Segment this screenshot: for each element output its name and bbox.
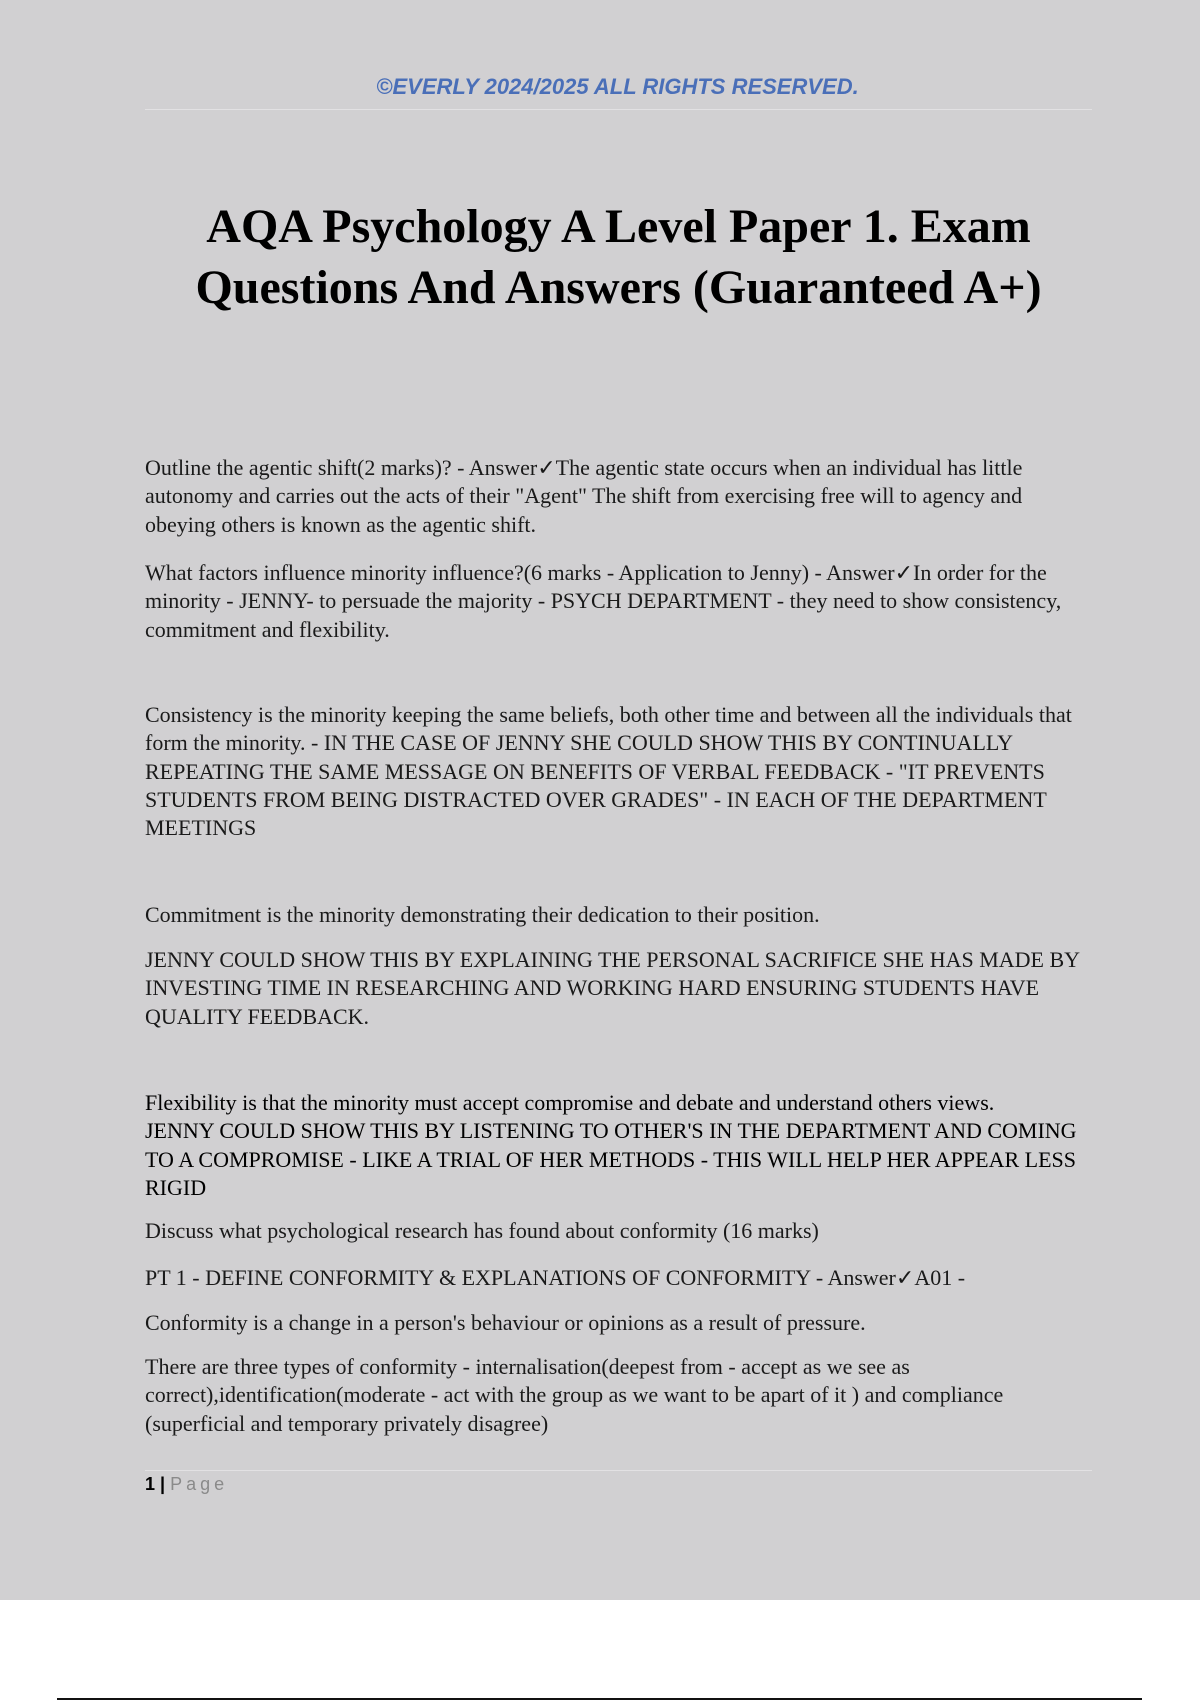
paragraph-conformity-types: There are three types of conformity - internalisation(deepest from - accept as we see as correct),identification(moderate - act with the group as we want to be apart of it ) and compliance (superficial and temporary privately disagree) xyxy=(145,1354,1004,1436)
paragraph-commitment-application: JENNY COULD SHOW THIS BY EXPLAINING THE PERSONAL SACRIFICE SHE HAS MADE BY INVESTING TIME IN RESEARCHING AND WORKING HARD ENSURING STUDENTS HAVE QUALITY FEEDBACK. xyxy=(145,947,1080,1029)
page-separator: | xyxy=(160,1474,166,1494)
header-divider xyxy=(145,109,1092,110)
consistency-application: - IN THE CASE OF JENNY SHE COULD SHOW THIS BY CONTINUALLY REPEATING THE SAME MESSAGE ON BENEFITS OF VERBAL FEEDBACK - "IT PREVENTS STUDENTS FROM BEING DISTRACTED OVER GRADES" - IN EACH OF THE DEPARTMENT MEETINGS xyxy=(145,730,1047,841)
page-number: 1 xyxy=(145,1474,156,1494)
paragraph-conformity-definition: Conformity is a change in a person's behaviour or opinions as a result of pressure. xyxy=(145,1310,866,1335)
consistency-definition: Consistency is the minority keeping the same beliefs, both other time and between all the individuals that form the minority. xyxy=(145,702,1072,756)
paragraph-consistency xyxy=(145,701,1095,842)
title-line-2: Questions And Answers (Guaranteed A+) xyxy=(195,261,1042,314)
paragraph-conformity-question: Discuss what psychological research has found about conformity (16 marks) xyxy=(145,1218,819,1243)
paragraph-flexibility xyxy=(145,1089,1095,1202)
paragraph-agentic-shift: Outline the agentic shift(2 marks)? - Answer✓The agentic state occurs when an individual has little autonomy and carries out the acts of their "Agent" The shift from exercising free will to agency and obeying others is known as the agentic shift. xyxy=(145,455,1023,537)
paragraph-commitment: Commitment is the minority demonstrating their dedication to their position. xyxy=(145,902,820,927)
copyright-header: ©EVERLY 2024/2025 ALL RIGHTS RESERVED. xyxy=(376,74,859,99)
document-title xyxy=(145,196,1092,318)
title-line-1: AQA Psychology A Level Paper 1. Exam xyxy=(206,200,1031,253)
flexibility-application: JENNY COULD SHOW THIS BY LISTENING TO OTHER'S IN THE DEPARTMENT AND COMING TO A COMPROMISE - LIKE A TRIAL OF HER METHODS - THIS WILL HELP HER APPEAR LESS RIGID xyxy=(145,1118,1077,1200)
page-footer xyxy=(145,1474,228,1495)
page-label: Page xyxy=(170,1474,229,1494)
paragraph-conformity-part1: PT 1 - DEFINE CONFORMITY & EXPLANATIONS OF CONFORMITY - Answer✓A01 - xyxy=(145,1265,966,1290)
flexibility-definition: Flexibility is that the minority must accept compromise and debate and understand others views. xyxy=(145,1090,995,1115)
paragraph-minority-influence: What factors influence minority influence?(6 marks - Application to Jenny) - Answer✓In order for the minority - JENNY- to persuade the majority - PSYCH DEPARTMENT - they need to show consistency, commitment and flexibility. xyxy=(145,560,1062,642)
footer-divider xyxy=(145,1470,1092,1471)
